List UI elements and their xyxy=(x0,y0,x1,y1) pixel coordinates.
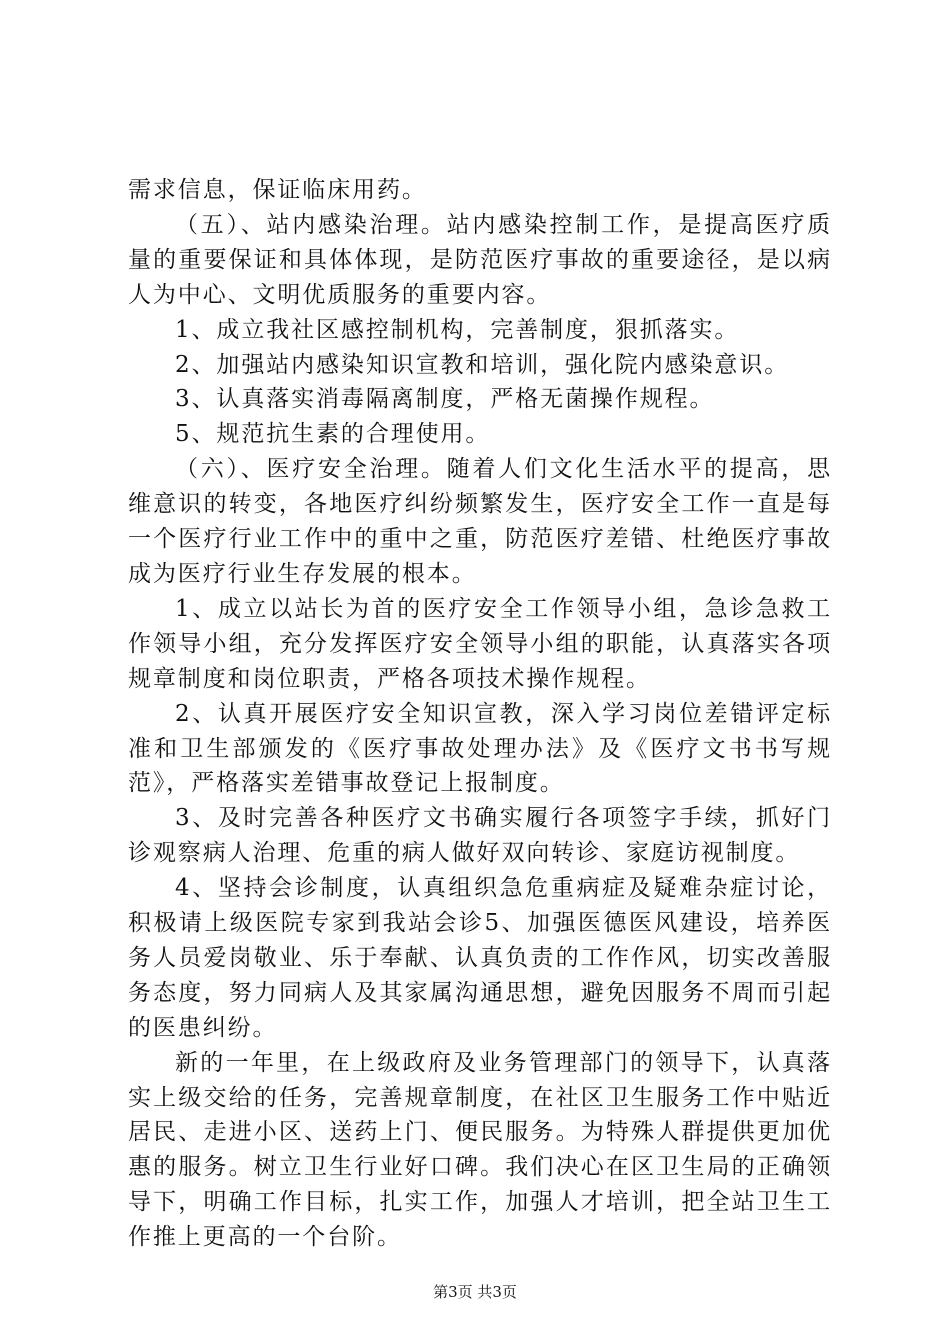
paragraph: 5、规范抗生素的合理使用。 xyxy=(175,421,491,448)
paragraph: 1、成立以站长为首的医疗安全工作领导小组，急诊急救工作领导小组，充分发挥医疗安全领导小组的职能，认真落实各项规章制度和岗位职责，严格各项技术操作规程。 xyxy=(128,595,832,692)
paragraph: 1、成立我社区感控制机构，完善制度，狠抓落实。 xyxy=(175,316,740,343)
page-footer: 第3页 共3页 xyxy=(433,1283,517,1301)
paragraph: 需求信息，保证临床用药。 xyxy=(128,177,427,203)
paragraph: （五）、站内感染治理。站内感染控制工作，是提高医疗质量的重要保证和具体体现，是防范医疗事故的重要途径，是以病人为中心、文明优质服务的重要内容。 xyxy=(128,211,832,308)
paragraph: 2、加强站内感染知识宣教和培训，强化院内感染意识。 xyxy=(175,351,790,378)
paragraph: 2、认真开展医疗安全知识宣教，深入学习岗位差错评定标准和卫生部颁发的《医疗事故处理办法》及《医疗文书书写规范》，严格落实差错事故登记上报制度。 xyxy=(128,700,832,797)
paragraph: 3、认真落实消毒隔离制度，严格无菌操作规程。 xyxy=(175,386,715,413)
paragraph: 3、及时完善各种医疗文书确实履行各项签字手续，抓好门诊观察病人治理、危重的病人做好双向转诊、家庭访视制度。 xyxy=(128,805,832,867)
paragraph: （六）、医疗安全治理。随着人们文化生活水平的提高，思维意识的转变，各地医疗纠纷频繁发生，医疗安全工作一直是每一个医疗行业工作中的重中之重，防范医疗差错、杜绝医疗事故成为医疗行业生存发展的根本。 xyxy=(128,456,832,587)
paragraph: 新的一年里，在上级政府及业务管理部门的领导下，认真落实上级交给的任务，完善规章制度，在社区卫生服务工作中贴近居民、走进小区、送药上门、便民服务。为特殊人群提供更加优惠的服务。树立卫生行业好口碑。我们决心在区卫生局的正确领导下，明确工作目标，扎实工作，加强人才培训，把全站卫生工作推上更高的一个台阶。 xyxy=(128,1049,832,1251)
paragraph: 4、坚持会诊制度，认真组织急危重病症及疑难杂症讨论，积极请上级医院专家到我站会诊5、加强医德医风建设，培养医务人员爱岗敬业、乐于奉献、认真负责的工作作风，切实改善服务态度，努力同病人及其家属沟通思想，避免因服务不周而引起的医患纠纷。 xyxy=(128,875,832,1041)
document-body xyxy=(128,173,832,1255)
